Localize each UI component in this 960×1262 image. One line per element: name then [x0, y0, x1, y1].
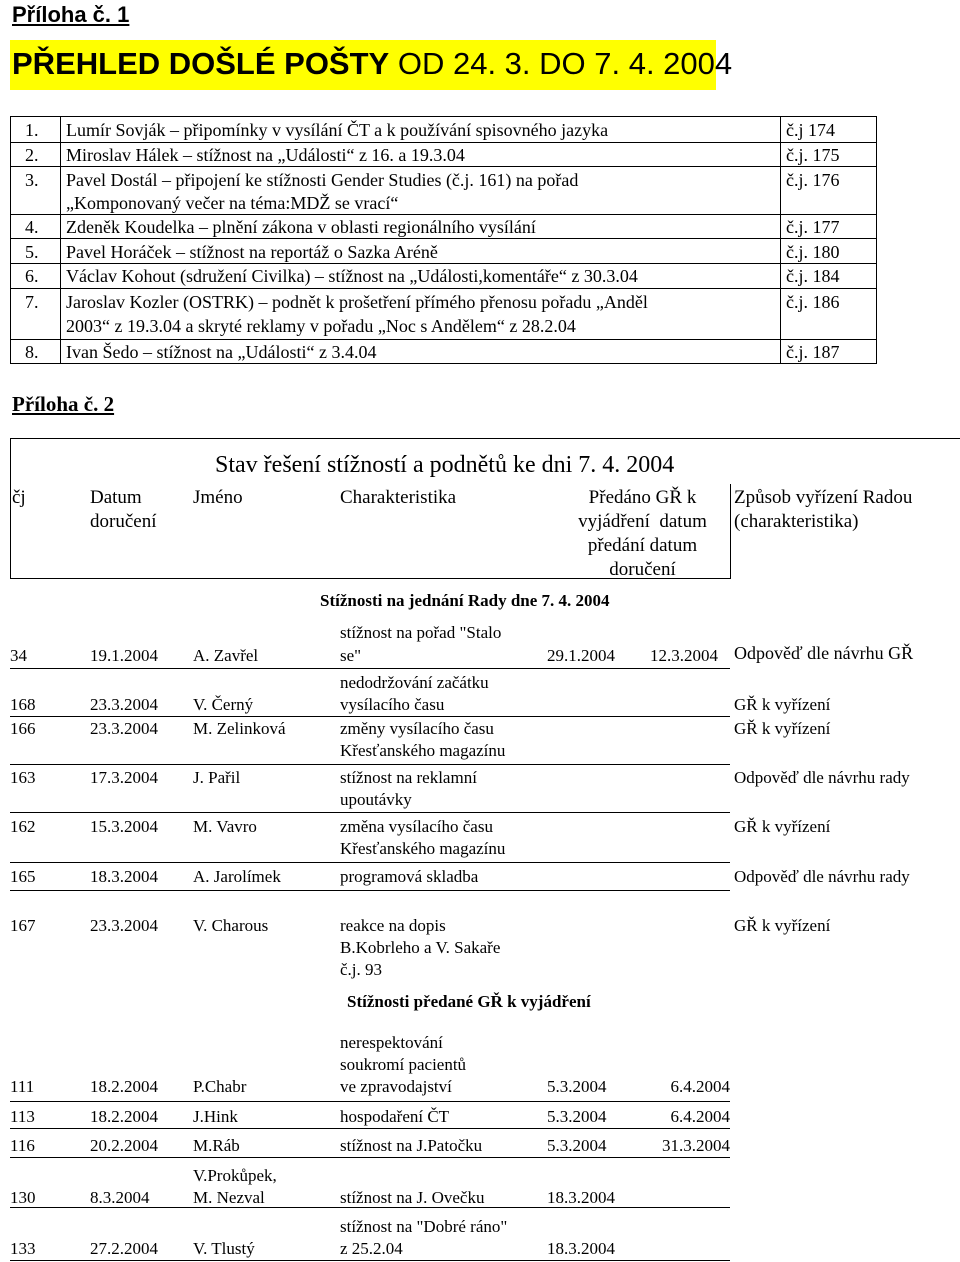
table-row-result: Odpověď dle návrhu rady — [734, 768, 910, 787]
table-row-date: 15.3.2004 — [90, 817, 158, 836]
table-row-result: Odpověď dle návrhu GŘ — [734, 643, 914, 663]
table-row-characteristics: č.j. 93 — [340, 960, 383, 979]
mail-item-number: 5. — [25, 242, 39, 262]
table-row-characteristics: hospodaření ČT — [340, 1107, 450, 1126]
mail-item-text: Ivan Šedo – stížnost na „Události“ z 3.4.04 — [66, 342, 377, 362]
table-row-characteristics: stížnost na J.Patočku — [340, 1136, 483, 1155]
table-row-name: M. Vavro — [193, 817, 257, 836]
table-row-date: 27.2.2004 — [90, 1239, 158, 1258]
mail-item-text: 2003“ z 19.3.04 a skryté reklamy v pořadu „Noc s Andělem“ z 28.2.04 — [66, 316, 576, 336]
table-row-date: 23.3.2004 — [90, 719, 158, 738]
table-row-result: GŘ k vyřízení — [734, 719, 831, 738]
table-row-characteristics: nedodržování začátku — [340, 673, 489, 692]
mail-item-ref: č.j. 180 — [786, 242, 840, 262]
section-heading-council: Stížnosti na jednání Rady dne 7. 4. 2004 — [320, 591, 610, 610]
table-row-cj: 168 — [10, 695, 36, 714]
table-row-characteristics: změna vysílacího času — [340, 817, 493, 836]
table-row-delivered-date: 6.4.2004 — [670, 1107, 730, 1126]
table-row-name: J. Pařil — [193, 768, 241, 787]
table-row-handed-date: 18.3.2004 — [547, 1239, 615, 1258]
mail-item-ref: č.j. 186 — [786, 292, 840, 312]
page-title-bold: PŘEHLED DOŠLÉ POŠTY — [12, 46, 390, 81]
header-method: Způsob vyřízení Radou — [734, 487, 913, 508]
table-row-characteristics: soukromí pacientů — [340, 1055, 467, 1074]
table-row-name: V.Prokůpek, — [193, 1166, 277, 1185]
table-row-handed-date: 5.3.2004 — [547, 1136, 607, 1155]
header-name: Jméno — [193, 487, 243, 508]
mail-item-number: 1. — [25, 120, 39, 140]
table-row-characteristics: Křesťanského magazínu — [340, 741, 506, 760]
header-method: (charakteristika) — [734, 511, 859, 532]
section-heading-forwarded: Stížnosti předané GŘ k vyjádření — [347, 992, 591, 1011]
mail-item-number: 8. — [25, 342, 39, 362]
table-row-characteristics: vysílacího času — [340, 695, 445, 714]
table-row-date: 19.1.2004 — [90, 646, 158, 665]
table-row-date: 20.2.2004 — [90, 1136, 158, 1155]
mail-item-text: Jaroslav Kozler (OSTRK) – podnět k prošetření přímého přenosu pořadu „Anděl — [66, 292, 648, 312]
mail-item-ref: č.j. 175 — [786, 145, 840, 165]
mail-item-number: 4. — [25, 217, 39, 237]
mail-item-text: Lumír Sovják – připomínky v vysílání ČT a k používání spisovného jazyka — [66, 120, 609, 140]
table-row-characteristics: programová skladba — [340, 867, 479, 886]
table-row-handed-date: 5.3.2004 — [547, 1077, 607, 1096]
mail-item-ref: č.j. 176 — [786, 170, 840, 190]
table-row-result: GŘ k vyřízení — [734, 695, 831, 714]
table-row-cj: 113 — [10, 1107, 35, 1126]
table-row-name: V. Černý — [193, 695, 254, 714]
header-cj: čj — [12, 487, 26, 508]
mail-item-text: „Komponovaný večer na téma:MDŽ se vrací“ — [66, 193, 399, 213]
table-row-name: P.Chabr — [193, 1077, 247, 1096]
mail-item-text: Václav Kohout (sdružení Civilka) – stížnost na „Události,komentáře“ z 30.3.04 — [66, 266, 638, 286]
table-row-name: M. Zelinková — [193, 719, 286, 738]
header-handed: Předáno GŘ k — [588, 487, 697, 508]
table-row-delivered-date: 6.4.2004 — [670, 1077, 730, 1096]
attachment-2-title: Příloha č. 2 — [12, 392, 115, 416]
header-characteristics: Charakteristika — [340, 487, 457, 508]
table-row-cj: 130 — [10, 1188, 36, 1207]
table-row-date: 17.3.2004 — [90, 768, 158, 787]
table-title: Stav řešení stížností a podnětů ke dni 7. 4. 2004 — [215, 452, 675, 478]
table-row-characteristics: B.Kobrleho a V. Sakaře — [340, 938, 501, 957]
table-row-date: 23.3.2004 — [90, 916, 158, 935]
table-row-result: GŘ k vyřízení — [734, 916, 831, 935]
mail-item-number: 6. — [25, 266, 39, 286]
table-row-date: 18.2.2004 — [90, 1077, 158, 1096]
table-row-delivered-date: 12.3.2004 — [650, 646, 718, 665]
header-date: Datum — [90, 487, 142, 508]
table-row-date: 18.2.2004 — [90, 1107, 158, 1126]
table-row-name: V. Tlustý — [193, 1239, 255, 1258]
mail-item-ref: č.j. 177 — [786, 217, 840, 237]
header-date: doručení — [90, 511, 157, 532]
table-row-characteristics: se" — [340, 646, 362, 665]
table-row-characteristics: nerespektování — [340, 1033, 443, 1052]
table-row-cj: 133 — [10, 1239, 36, 1258]
table-row-handed-date: 18.3.2004 — [547, 1188, 615, 1207]
table-row-name: V. Charous — [193, 916, 269, 935]
table-row-characteristics: stížnost na reklamní — [340, 768, 477, 787]
table-row-characteristics: Křesťanského magazínu — [340, 839, 506, 858]
page-title-dates: OD 24. 3. DO 7. 4. 2004 — [389, 46, 733, 81]
table-row-characteristics: ve zpravodajství — [340, 1077, 452, 1096]
table-row-cj: 162 — [10, 817, 36, 836]
mail-item-number: 7. — [25, 292, 39, 312]
table-row-characteristics: stížnost na "Dobré ráno" — [340, 1217, 508, 1236]
table-row-characteristics: upoutávky — [340, 790, 412, 809]
table-row-characteristics: reakce na dopis — [340, 916, 446, 935]
table-row-result: GŘ k vyřízení — [734, 817, 831, 836]
table-row-characteristics: z 25.2.04 — [340, 1239, 403, 1258]
mail-item-text: Pavel Horáček – stížnost na reportáž o Sazka Aréně — [66, 242, 438, 262]
table-row-handed-date: 29.1.2004 — [547, 646, 615, 665]
table-row-cj: 34 — [10, 646, 27, 665]
table-row-cj: 167 — [10, 916, 36, 935]
mail-item-text: Zdeněk Koudelka – plnění zákona v oblasti regionálního vysílání — [66, 217, 536, 237]
table-row-name: J.Hink — [193, 1107, 238, 1126]
mail-item-text: Miroslav Hálek – stížnost na „Události“ z 16. a 19.3.04 — [66, 145, 465, 165]
header-handed: předání datum — [587, 535, 698, 556]
header-handed: vyjádření datum — [578, 511, 707, 532]
table-row-result: Odpověď dle návrhu rady — [734, 867, 910, 886]
mail-item-ref: č.j. 187 — [786, 342, 840, 362]
table-row-name: A. Zavřel — [193, 646, 259, 665]
mail-item-ref: č.j. 184 — [786, 266, 840, 286]
table-row-date: 8.3.2004 — [90, 1188, 150, 1207]
attachment-1-title: Příloha č. 1 — [12, 2, 130, 27]
table-row-name: M.Ráb — [193, 1136, 240, 1155]
table-row-cj: 166 — [10, 719, 36, 738]
table-row-date: 23.3.2004 — [90, 695, 158, 714]
mail-item-number: 2. — [25, 145, 39, 165]
table-row-delivered-date: 31.3.2004 — [662, 1136, 730, 1155]
table-row-name: M. Nezval — [193, 1188, 265, 1207]
table-row-handed-date: 5.3.2004 — [547, 1107, 607, 1126]
mail-item-text: Pavel Dostál – připojení ke stížnosti Gender Studies (č.j. 161) na pořad — [66, 170, 579, 190]
table-row-characteristics: změny vysílacího času — [340, 719, 494, 738]
mail-item-number: 3. — [25, 170, 39, 190]
header-handed: doručení — [609, 559, 676, 580]
table-row-date: 18.3.2004 — [90, 867, 158, 886]
table-row-characteristics: stížnost na J. Ovečku — [340, 1188, 485, 1207]
table-row-cj: 111 — [10, 1077, 35, 1096]
table-row-characteristics: stížnost na pořad "Stalo — [340, 623, 502, 642]
table-row-cj: 116 — [10, 1136, 35, 1155]
table-row-cj: 165 — [10, 867, 36, 886]
mail-item-ref: č.j 174 — [786, 120, 835, 140]
table-row-name: A. Jarolímek — [193, 867, 281, 886]
table-row-cj: 163 — [10, 768, 36, 787]
